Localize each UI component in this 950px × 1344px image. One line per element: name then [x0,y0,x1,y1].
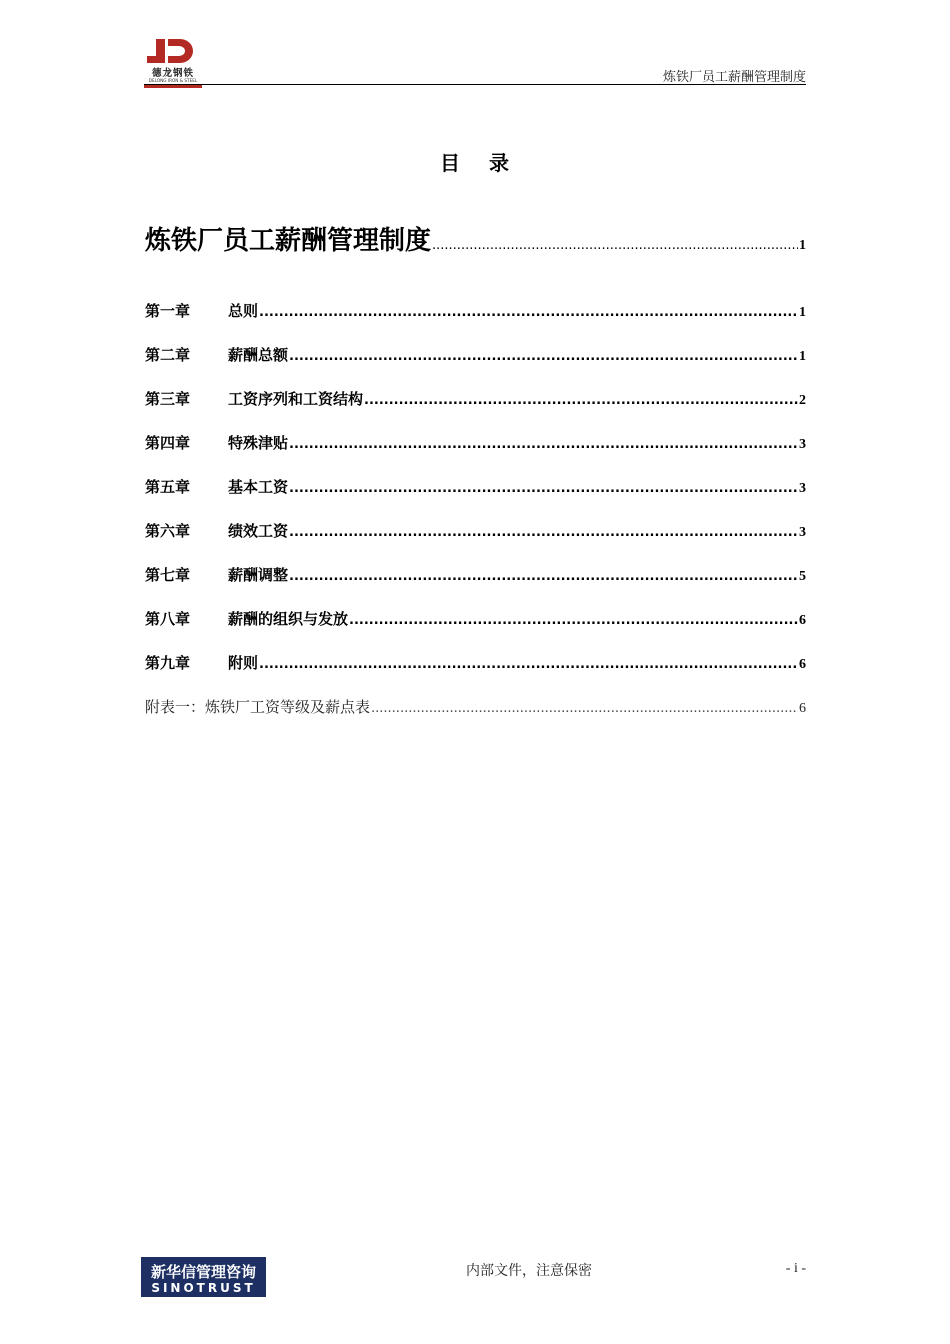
delong-logo [144,37,202,89]
toc-leader-dots [289,569,798,584]
toc-chapter-title: 绩效工资 [228,522,289,540]
toc-chapter-page: 3 [799,525,806,540]
toc-chapter-page: 2 [799,393,806,408]
sinotrust-logo-en: SINOTRUST [151,1281,256,1295]
toc-chapter-title: 基本工资 [228,478,289,496]
toc-entry-main[interactable] [145,220,806,257]
toc-leader-dots [259,305,798,320]
toc-chapter-page: 1 [799,349,806,364]
toc-chapter-number: 第四章 [145,434,191,452]
footer-confidential-note: 内部文件，注意保密 [466,1263,592,1279]
toc-leader-dots [289,349,798,364]
toc-chapter-page: 3 [799,437,806,452]
toc-chapter-page: 6 [799,657,806,672]
toc-leader-dots [364,393,798,408]
toc-leader-dots [289,525,798,540]
toc-appendix-label: 附表一：炼铁厂工资等级及薪点表 [145,698,371,716]
toc-chapter-number: 第一章 [145,302,191,320]
toc-leader-dots [289,437,798,452]
toc-leader-dots [432,238,798,253]
toc-heading-char-1: 目 [440,151,461,175]
toc-chapter-page: 1 [799,305,806,320]
toc-chapter-number: 第三章 [145,390,191,408]
toc-leader-dots [349,613,798,628]
footer-page-number: - i - [785,1261,806,1276]
toc-chapter-title: 附则 [228,654,259,672]
header-title: 炼铁厂员工薪酬管理制度 [662,70,806,85]
toc-entry-chapter-4[interactable] [145,432,806,453]
toc-entry-chapter-1[interactable] [145,300,806,321]
toc-chapter-page: 5 [799,569,806,584]
toc-chapter-number: 第五章 [145,478,191,496]
toc-chapter-title: 薪酬总额 [228,346,289,364]
toc-chapter-number: 第七章 [145,566,191,584]
toc-entry-main-page: 1 [799,238,806,253]
toc-leader-dots [289,481,798,496]
sinotrust-logo [141,1257,266,1297]
logo-brand-cn: 德龙钢铁 [151,68,194,79]
toc-chapter-number: 第二章 [145,346,191,364]
toc-leader-dots [371,701,798,716]
toc-entry-chapter-7[interactable] [145,564,806,585]
toc-entry-appendix[interactable] [145,696,806,717]
toc-chapter-title: 工资序列和工资结构 [228,390,364,408]
toc-chapter-page: 3 [799,481,806,496]
header-divider [144,84,806,85]
toc-entry-chapter-8[interactable] [145,608,806,629]
toc-chapter-title: 特殊津贴 [228,434,289,452]
toc-chapter-title: 总则 [228,302,259,320]
toc-entry-main-label: 炼铁厂员工薪酬管理制度 [145,226,432,256]
toc-leader-dots [259,657,798,672]
toc-chapter-page: 6 [799,613,806,628]
toc-heading [0,147,950,176]
toc-heading-char-2: 录 [489,151,510,175]
toc-entry-chapter-2[interactable] [145,344,806,365]
delong-logo-icon [144,37,202,65]
toc-chapter-title: 薪酬调整 [228,566,289,584]
toc-entry-chapter-5[interactable] [145,476,806,497]
toc-entry-chapter-9[interactable] [145,652,806,673]
toc-chapter-number: 第六章 [145,522,191,540]
toc-entry-chapter-3[interactable] [145,388,806,409]
toc-chapter-title: 薪酬的组织与发放 [228,610,349,628]
sinotrust-logo-cn: 新华信管理咨询 [150,1263,256,1281]
toc-chapter-number: 第八章 [145,610,191,628]
logo-brand-en: DELONG IRON & STEEL [148,78,198,83]
toc-chapter-number: 第九章 [145,654,191,672]
logo-underbar [144,85,202,88]
toc-entry-chapter-6[interactable] [145,520,806,541]
toc-appendix-page: 6 [799,701,806,716]
